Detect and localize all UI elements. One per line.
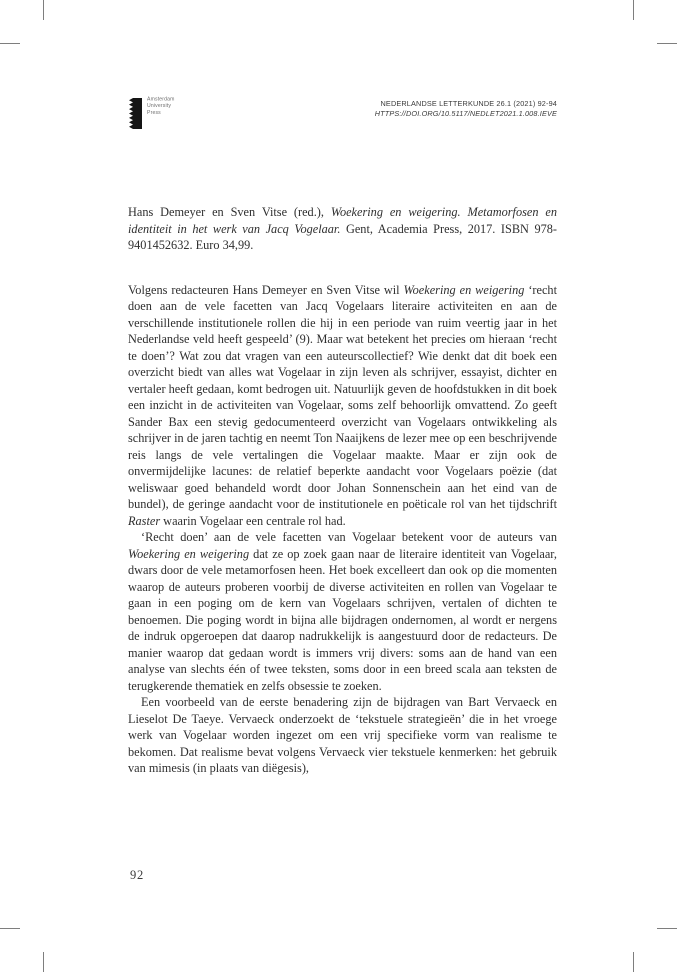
crop-mark-top-left-vertical <box>43 0 44 20</box>
publisher-name <box>147 96 175 116</box>
paragraph-2: ‘Recht doen’ aan de vele facetten van Vogelaar betekent voor de auteurs van Woekering en weigering dat ze op zoek gaan naar de literaire identiteit van Vogelaar, dwars door de vele metamorfosen heen. Het boek excelleert dan ook op die momenten waarop de auteurs proberen voorbij de diverse activiteiten en rollen van Vogelaar te gaan in een poging om de kern van Vogelaars schrijven, vertalen of dichten te benoemen. Die poging wordt in bijna alle bijdragen ondernomen, al wordt er nergens de indruk opgeroepen dat daarop nadrukkelijk is aangestuurd door de redacteurs. De manier waarop dat gedaan wordt is immers vrij divers: soms aan de hand van een analyse van slechts één of twee teksten, soms door in een breed scala aan teksten de terugkerende thematiek en zelfs obsessie te zoeken. <box>128 530 557 693</box>
publisher-name-line: Amsterdam <box>147 96 175 102</box>
crop-mark-top-left-horizontal <box>0 43 20 44</box>
book-citation: Hans Demeyer en Sven Vitse (red.), Woekering en weigering. Metamorfosen en identiteit in het werk van Jacq Vogelaar. Gent, Academia Press, 2017. ISBN 978-9401452632. Euro 34,99. <box>128 205 557 252</box>
publisher-logo-block <box>129 96 179 129</box>
paragraph-1: Volgens redacteuren Hans Demeyer en Sven Vitse wil Woekering en weigering ‘recht doen aan de vele facetten van Jacq Vogelaars literaire activiteiten en aan de verschillende institutionele rollen die hij in een periode van ruim veertig jaar in het Nederlandse veld heeft gespeeld’ (9). Maar wat betekent het precies om hieraan ‘recht te doen’? Wat zou dat vragen van een auteurscollectief? Wie denkt dat dit boek een overzicht biedt van alles wat Vogelaar in zijn leven als schrijver, essayist, dichter en vertaler heeft gedaan, komt bedrogen uit. Natuurlijk geven de hoofdstukken in dit boek een inzicht in de activiteiten van Vogelaar, soms zelf behoorlijk omvattend. Zo geeft Sander Bax een stevig gedocumenteerd overzicht van Vogelaars ontwikkeling als schrijver in de jaren tachtig en neemt Ton Naaijkens de lezer mee op een beschrijvende reis langs de vele vertalingen die Vogelaar maakte. Maar er zijn ook de onvermijdelijke lacunes: de relatief beperkte aandacht voor Vogelaars poëzie (dat weliswaar goed behandeld wordt door Johan Sonnenschein aan het eind van de bundel), de geringe aandacht voor de institutionele en poëticale rol van het tijdschrift Raster waarin Vogelaar een centrale rol had. <box>128 282 557 528</box>
publisher-name-line: University <box>147 103 172 109</box>
page-header <box>129 96 557 129</box>
crop-mark-bottom-left-vertical <box>43 952 44 972</box>
aup-book-spine-icon <box>129 98 142 129</box>
paragraph-3: Een voorbeeld van de eerste benadering zijn de bijdragen van Bart Vervaeck en Lieselot De Taeye. Vervaeck onderzoekt de ‘tekstuele strategieën’ die in het vroege werk van Vogelaar worden ingezet om een vrij specifieke vorm van realisme te bekomen. Dat realisme bevat volgens Vervaeck vier tekstuele kenmerken: het gebruik van mimesis (in plaats van diëgesis), <box>128 695 557 775</box>
journal-issue-line: NEDERLANDSE LETTERKUNDE 26.1 (2021) 92-94 <box>380 99 557 108</box>
crop-mark-bottom-left-horizontal <box>0 928 20 929</box>
page-number: 92 <box>130 868 145 882</box>
journal-header-info <box>375 96 557 119</box>
crop-mark-top-right-vertical <box>633 0 634 20</box>
review-text-column <box>128 204 557 777</box>
publisher-name-line: Press <box>147 110 161 116</box>
review-body <box>128 282 557 777</box>
crop-mark-bottom-right-vertical <box>633 952 634 972</box>
crop-mark-bottom-right-horizontal <box>657 928 677 929</box>
journal-doi-line: HTTPS://DOI.ORG/10.5117/NEDLET2021.1.008.IEVE <box>374 109 557 118</box>
crop-mark-top-right-horizontal <box>657 43 677 44</box>
